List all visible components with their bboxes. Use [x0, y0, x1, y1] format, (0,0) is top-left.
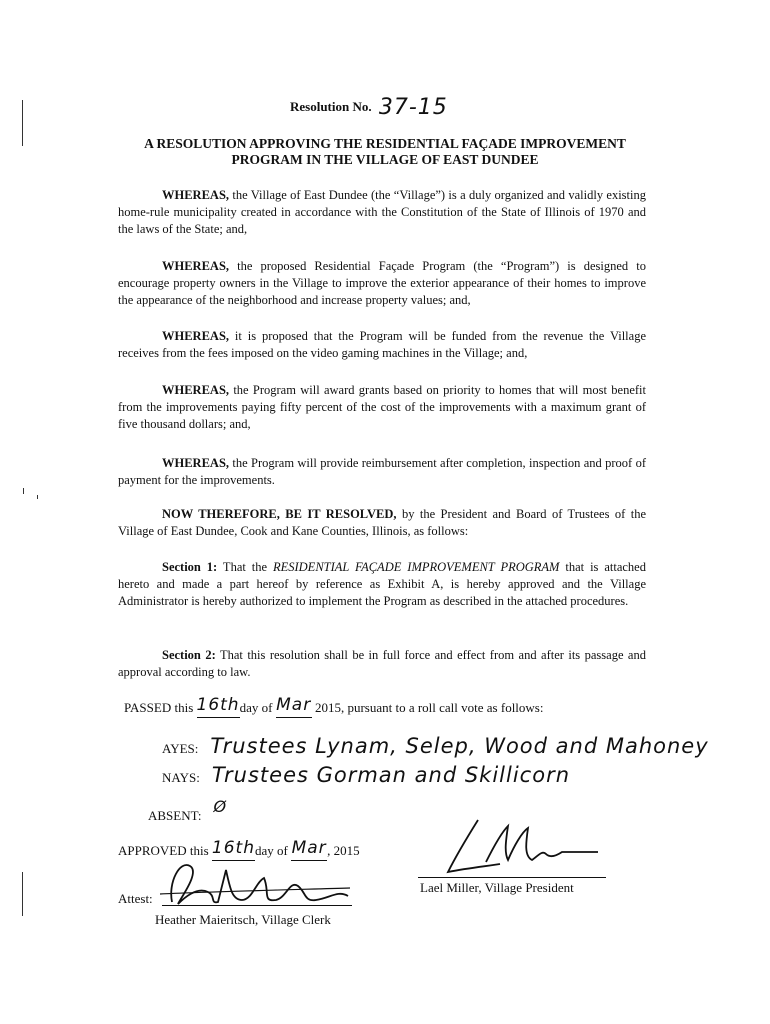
title-line-2: PROGRAM IN THE VILLAGE OF EAST DUNDEE	[231, 152, 539, 167]
absent-row	[148, 797, 228, 825]
nays-row	[162, 763, 570, 787]
scan-margin-mark	[22, 100, 23, 146]
passed-suffix: 2015, pursuant to a roll call vote as follows:	[314, 700, 544, 715]
nays-label: NAYS:	[162, 770, 200, 785]
paragraph-text: That the	[217, 560, 273, 574]
passed-line	[124, 697, 543, 718]
approved-suffix: 2015	[333, 843, 360, 858]
nays-value: Trustees Gorman and Skillicorn	[211, 763, 571, 787]
president-signature	[438, 816, 608, 878]
clerk-name: Heather Maieritsch, Village Clerk	[155, 912, 331, 927]
whereas-paragraph-5	[118, 455, 646, 489]
attest-label: Attest:	[118, 891, 153, 906]
approved-line: APPROVED this 16thday of Mar, 2015	[118, 840, 360, 861]
paragraph-text: it is proposed that the Program will be funded from the revenue the Village receives from the fees imposed on the video gaming machines in the Village; and,	[118, 329, 646, 360]
passed-day-field	[197, 697, 240, 718]
paragraph-text: That this resolution shall be in full force and effect from and after its passage and approval according to law.	[118, 648, 646, 679]
whereas-paragraph-4	[118, 382, 646, 433]
passed-day: 16th	[196, 695, 240, 715]
paragraph-lead: WHEREAS,	[162, 329, 230, 343]
ayes-row	[162, 734, 709, 758]
section-1-paragraph	[118, 559, 646, 610]
attest-line	[118, 891, 153, 907]
passed-prefix: PASSED this	[124, 700, 194, 715]
resolved-paragraph	[118, 506, 646, 540]
passed-month: Mar	[276, 695, 312, 715]
absent-value: Ø	[213, 797, 228, 816]
president-name: Lael Miller, Village President	[420, 880, 574, 895]
paragraph-lead: WHEREAS,	[162, 383, 230, 397]
resolution-label: Resolution No.	[290, 99, 372, 114]
resolution-number-line	[290, 92, 448, 120]
resolution-title	[100, 136, 670, 168]
paragraph-text: the Program will provide reimbursement after completion, inspection and proof of payment for the improvements.	[118, 456, 646, 487]
paragraph-lead: NOW THEREFORE, BE IT RESOLVED,	[162, 507, 397, 521]
ayes-label: AYES:	[162, 741, 199, 756]
scan-margin-mark	[37, 495, 38, 499]
title-line-1: A RESOLUTION APPROVING THE RESIDENTIAL FAÇADE IMPROVEMENT	[144, 136, 626, 151]
paragraph-text: the Village of East Dundee (the “Village”) is a duly organized and validly existing home-rule municipality created in accordance with the Constitution of the State of Illinois of 1970 and the laws of the State; and,	[118, 188, 646, 236]
paragraph-text: that is attached hereto and made a part hereof by reference as Exhibit A, is hereby approved and the Village Administrator is hereby authorized to implement the Program as described in the attached procedures.	[118, 560, 646, 608]
whereas-paragraph-3	[118, 328, 646, 362]
approved-month: Mar	[291, 838, 327, 858]
approved-day-of: day of	[255, 843, 288, 858]
whereas-paragraph-2	[118, 258, 646, 309]
paragraph-lead: WHEREAS,	[162, 456, 230, 470]
whereas-paragraph-1	[118, 187, 646, 238]
approved-day: 16th	[211, 838, 255, 858]
paragraph-text: the proposed Residential Façade Program (the “Program”) is designed to encourage property owners in the Village to improve the exterior appearance of their homes to improve the appearance of the neighborhood and increase property values; and,	[118, 259, 646, 307]
program-name: RESIDENTIAL FAÇADE IMPROVEMENT PROGRAM	[272, 560, 560, 574]
scan-margin-mark	[23, 488, 24, 494]
ayes-value: Trustees Lynam, Selep, Wood and Mahoney	[210, 734, 709, 758]
clerk-signature-line	[162, 905, 352, 906]
paragraph-lead: Section 1:	[162, 560, 218, 574]
resolution-number: 37-15	[378, 95, 448, 120]
president-signature-line	[418, 877, 606, 878]
section-2-paragraph	[118, 647, 646, 681]
passed-day-of: day of	[239, 700, 273, 715]
paragraph-text: by the President and Board of Trustees of the Village of East Dundee, Cook and Kane Counties, Illinois, as follows:	[118, 507, 646, 538]
approved-prefix: APPROVED this	[118, 843, 209, 858]
paragraph-lead: WHEREAS,	[162, 259, 230, 273]
paragraph-text: the Program will award grants based on priority to homes that will most benefit from the improvements paying fifty percent of the cost of the improvements with a maximum grant of five thousand dollars; and,	[118, 383, 646, 431]
clerk-signature	[160, 852, 360, 912]
absent-label: ABSENT:	[148, 808, 202, 823]
paragraph-lead: Section 2:	[162, 648, 216, 662]
passed-month-field	[276, 697, 312, 718]
scan-margin-mark	[22, 872, 23, 916]
paragraph-lead: WHEREAS,	[162, 188, 230, 202]
